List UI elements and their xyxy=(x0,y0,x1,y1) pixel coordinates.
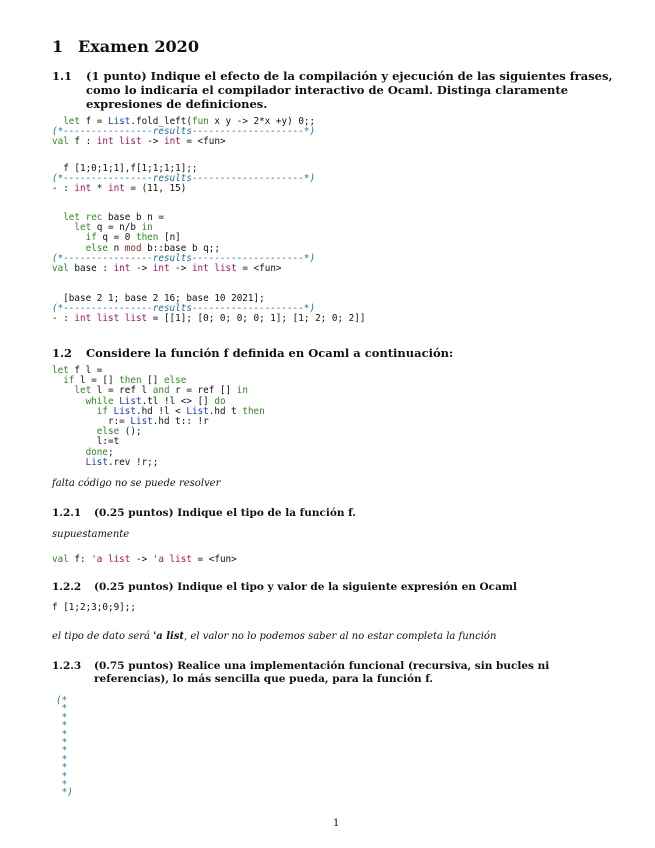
code-block-function-f: let f l = if l = [] then [] else let l = ref l and r = ref [] in while List.tl !l <> [] do if List.hd !l < List.hd t then r:= List.hd t:: !r else (); l:=t done; List.rev !r;; xyxy=(52,365,265,468)
note-missing-code: falta código no se puede resolver xyxy=(52,478,221,489)
results-marker: (*----------------results--------------------*) xyxy=(52,126,316,138)
subsection-title: Considere la función f definida en Ocaml a continuación: xyxy=(86,346,454,360)
answer-text-post: , el valor no lo podemos saber al no estar completa la función xyxy=(184,631,497,642)
answer-1-2-2 xyxy=(52,631,496,642)
results-marker: (*----------------results--------------------*) xyxy=(52,252,316,264)
results-marker: (*----------------results--------------------*) xyxy=(52,303,316,315)
results-marker: (*----------------results--------------------*) xyxy=(52,173,316,185)
section-title: Examen 2020 xyxy=(78,37,199,56)
subsection-number: 1.2.3 xyxy=(52,660,82,672)
subsection-number: 1.2.1 xyxy=(52,507,82,519)
subsection-title: (0.25 puntos) Indique el tipo de la función f. xyxy=(94,507,356,519)
subsection-title: (0.75 puntos) Realice una implementación funcional (recursiva, sin bucles ni referencias), lo más sencilla que pueda, para la función f. xyxy=(94,660,550,685)
empty-answer-comment: (* * * * * * * * * * * *) xyxy=(56,695,73,799)
section-heading xyxy=(52,37,199,56)
subsection-1-2-3-heading xyxy=(52,660,632,688)
subsection-title: (1 punto) Indique el efecto de la compilación y ejecución de las siguientes frases, como lo indicaría el compilador interactivo de Ocaml. Distinga claramente expresiones de definiciones. xyxy=(86,69,613,111)
subsection-1-2-1-heading xyxy=(52,507,632,521)
page-number: 1 xyxy=(333,818,340,829)
subsection-1-2-2-heading xyxy=(52,581,632,595)
subsection-1-2-heading xyxy=(52,346,632,362)
code-block-base-apply: [base 2 1; base 2 16; base 10 2021]; (*----------------results--------------------*) - : int list list = [[1]; [0; 0; 0; 0; 1]; [1; 2; 0; 2]] xyxy=(52,293,366,325)
subsection-1-1-heading xyxy=(52,69,632,111)
subsection-number: 1.1 xyxy=(52,69,73,83)
subsection-title: (0.25 puntos) Indique el tipo y valor de la siguiente expresión en Ocaml xyxy=(94,581,517,593)
code-expression: f [1;2;3;0;9];; xyxy=(52,602,136,613)
subsection-number: 1.2.2 xyxy=(52,581,82,593)
note-supuestamente: supuestamente xyxy=(52,529,130,540)
code-type-of-f: val f: 'a list -> 'a list = <fun> xyxy=(52,554,237,565)
section-number: 1 xyxy=(52,37,64,56)
code-block-fold-left: let f = List.fold_left(fun x y -> 2*x +y) 0;; (*----------------results--------------------*) val f : int list -> int = <fun> xyxy=(52,116,316,148)
answer-text-pre: el tipo de dato será xyxy=(52,631,154,642)
code-block-f-apply: f [1;0;1;1],f[1;1;1;1];; (*----------------results--------------------*) - : int * int = (11, 15) xyxy=(52,163,316,195)
subsection-number: 1.2 xyxy=(52,346,73,360)
code-block-base: let rec base b n = let q = n/b in if q = 0 then [n] else n mod b::base b q;; (*----------------results--------------------*) val base : int -> int -> int list = <fun> xyxy=(52,212,316,275)
answer-type: 'a list xyxy=(153,631,185,642)
